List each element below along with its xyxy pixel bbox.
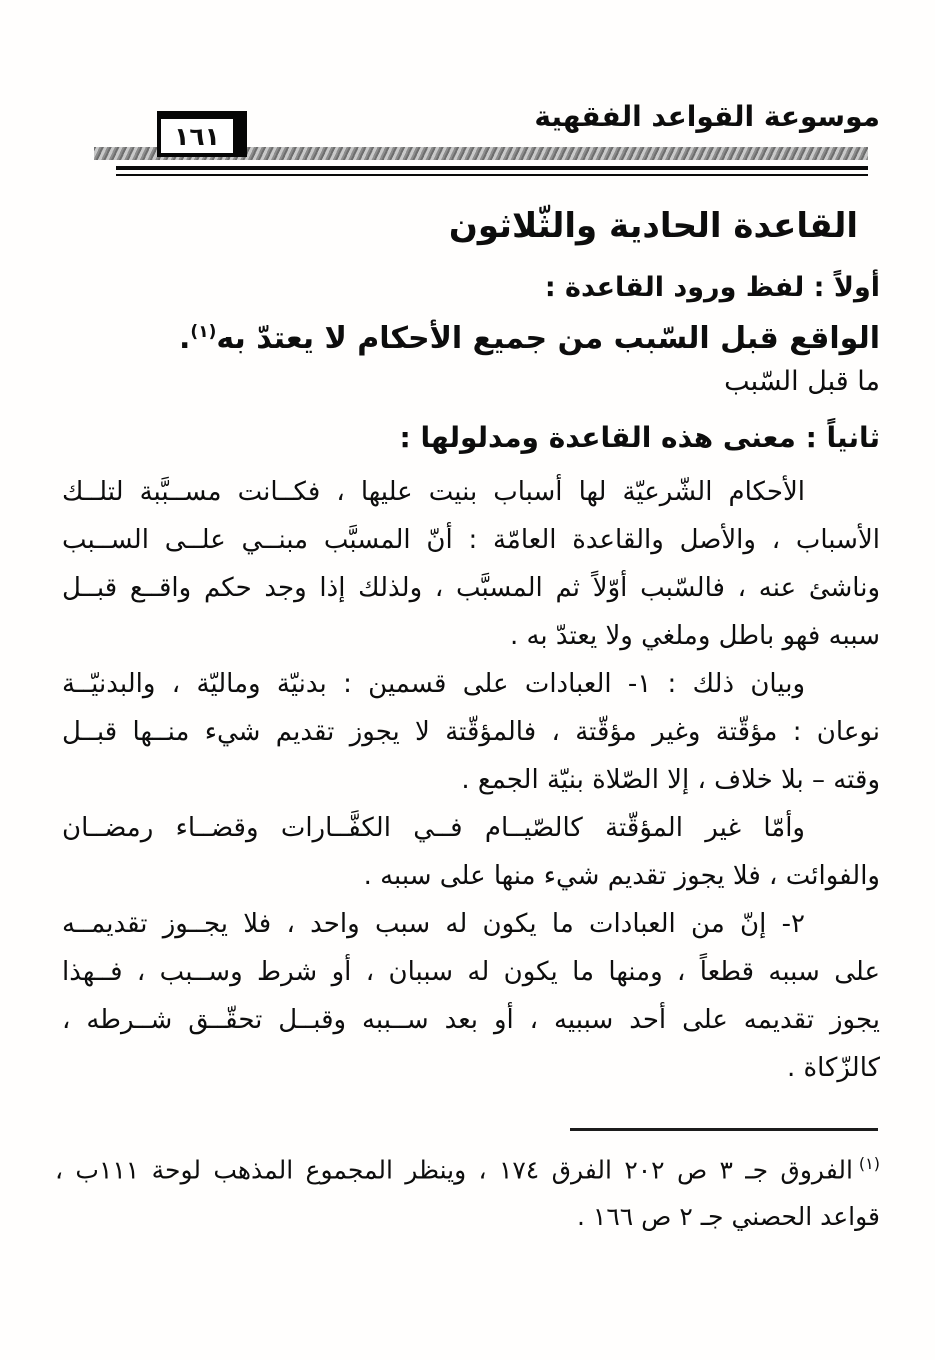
running-header-book-title: موسوعة القواعد الفقهية bbox=[534, 100, 880, 133]
body-line: ٢- إنّ من العبادات ما يكون له سبب واحد ، فلا يجــوز تقديمــه bbox=[62, 909, 805, 939]
body-line: الأسباب ، والأصل والقاعدة العامّة : أنّ المسبَّب مبنــي علــى الســبب bbox=[62, 525, 880, 555]
body-text bbox=[62, 468, 880, 1092]
body-line: وبيان ذلك : ١- العبادات على قسمين : بدنيّة وماليّة ، والبدنيّــة bbox=[62, 669, 805, 699]
footnote-marker: (١) bbox=[858, 1154, 880, 1173]
body-line: وأمّا غير المؤقّتة كالصّيــام فــي الكفَّــارات وقضــاء رمضــان bbox=[62, 813, 805, 843]
page-number: ١٦١ bbox=[174, 121, 220, 151]
body-line: وقته – بلا خلاف ، إلا الصّلاة بنيّة الجمع . bbox=[461, 765, 880, 795]
page-number-box bbox=[157, 111, 247, 157]
footnote-block bbox=[55, 1140, 880, 1240]
header-rule-thick bbox=[116, 166, 868, 170]
section-heading-second: ثانياً : معنى هذه القاعدة ومدلولها : bbox=[399, 421, 880, 454]
body-line: على سببه قطعاً ، ومنها ما يكون له سببان ، أو شرط وســبب ، فــهذا bbox=[62, 957, 880, 987]
body-line: وناشئ عنه ، فالسّبب أوّلاً ثم المسبَّب ، ولذلك إذا وجد حكم واقــع قبــل bbox=[62, 573, 880, 603]
maxim-period: . bbox=[179, 321, 191, 356]
footnote-text: الفروق جـ ٣ ص ٢٠٢ الفرق ١٧٤ ، وينظر المجموع المذهب لوحة ١١١ب ، bbox=[55, 1155, 853, 1185]
footnote-separator-rule bbox=[570, 1128, 878, 1131]
footnote-line: قواعد الحصني جـ ٢ ص ١٦٦ . bbox=[577, 1202, 880, 1232]
body-line: نوعان : مؤقّتة وغير مؤقّتة ، فالمؤقّتة لا يجوز تقديم شيء منــها قبــل bbox=[62, 717, 880, 747]
footnote-reference-marker: (١) bbox=[190, 322, 217, 342]
body-line: يجوز تقديمه على أحد سببيه ، أو بعد ســببه وقبــل تحقّــق شــرطه ، bbox=[62, 1005, 880, 1035]
page-content bbox=[62, 198, 880, 1092]
maxim-text: الواقع قبل السّبب من جميع الأحكام لا يعتدّ به bbox=[216, 321, 880, 356]
section-heading-first: أولاً : لفظ ورود القاعدة : bbox=[544, 272, 880, 303]
header-rule-thin bbox=[116, 174, 868, 176]
body-line: سببه فهو باطل وملغي ولا يعتدّ به . bbox=[509, 621, 880, 651]
body-line: كالزّكاة . bbox=[786, 1053, 880, 1083]
footnote-line bbox=[55, 1140, 880, 1193]
body-line: الأحكام الشّرعيّة لها أسباب بنيت عليها ، فكــانت مســبَّبة لتلــك bbox=[62, 477, 805, 507]
chapter-title: القاعدة الحادية والثّلاثون bbox=[448, 206, 858, 246]
body-line: والفوائت ، فلا يجوز تقديم شيء منها على سببه . bbox=[363, 861, 880, 891]
maxim-statement bbox=[62, 321, 880, 356]
maxim-variant: ما قبل السّبب bbox=[724, 366, 880, 397]
